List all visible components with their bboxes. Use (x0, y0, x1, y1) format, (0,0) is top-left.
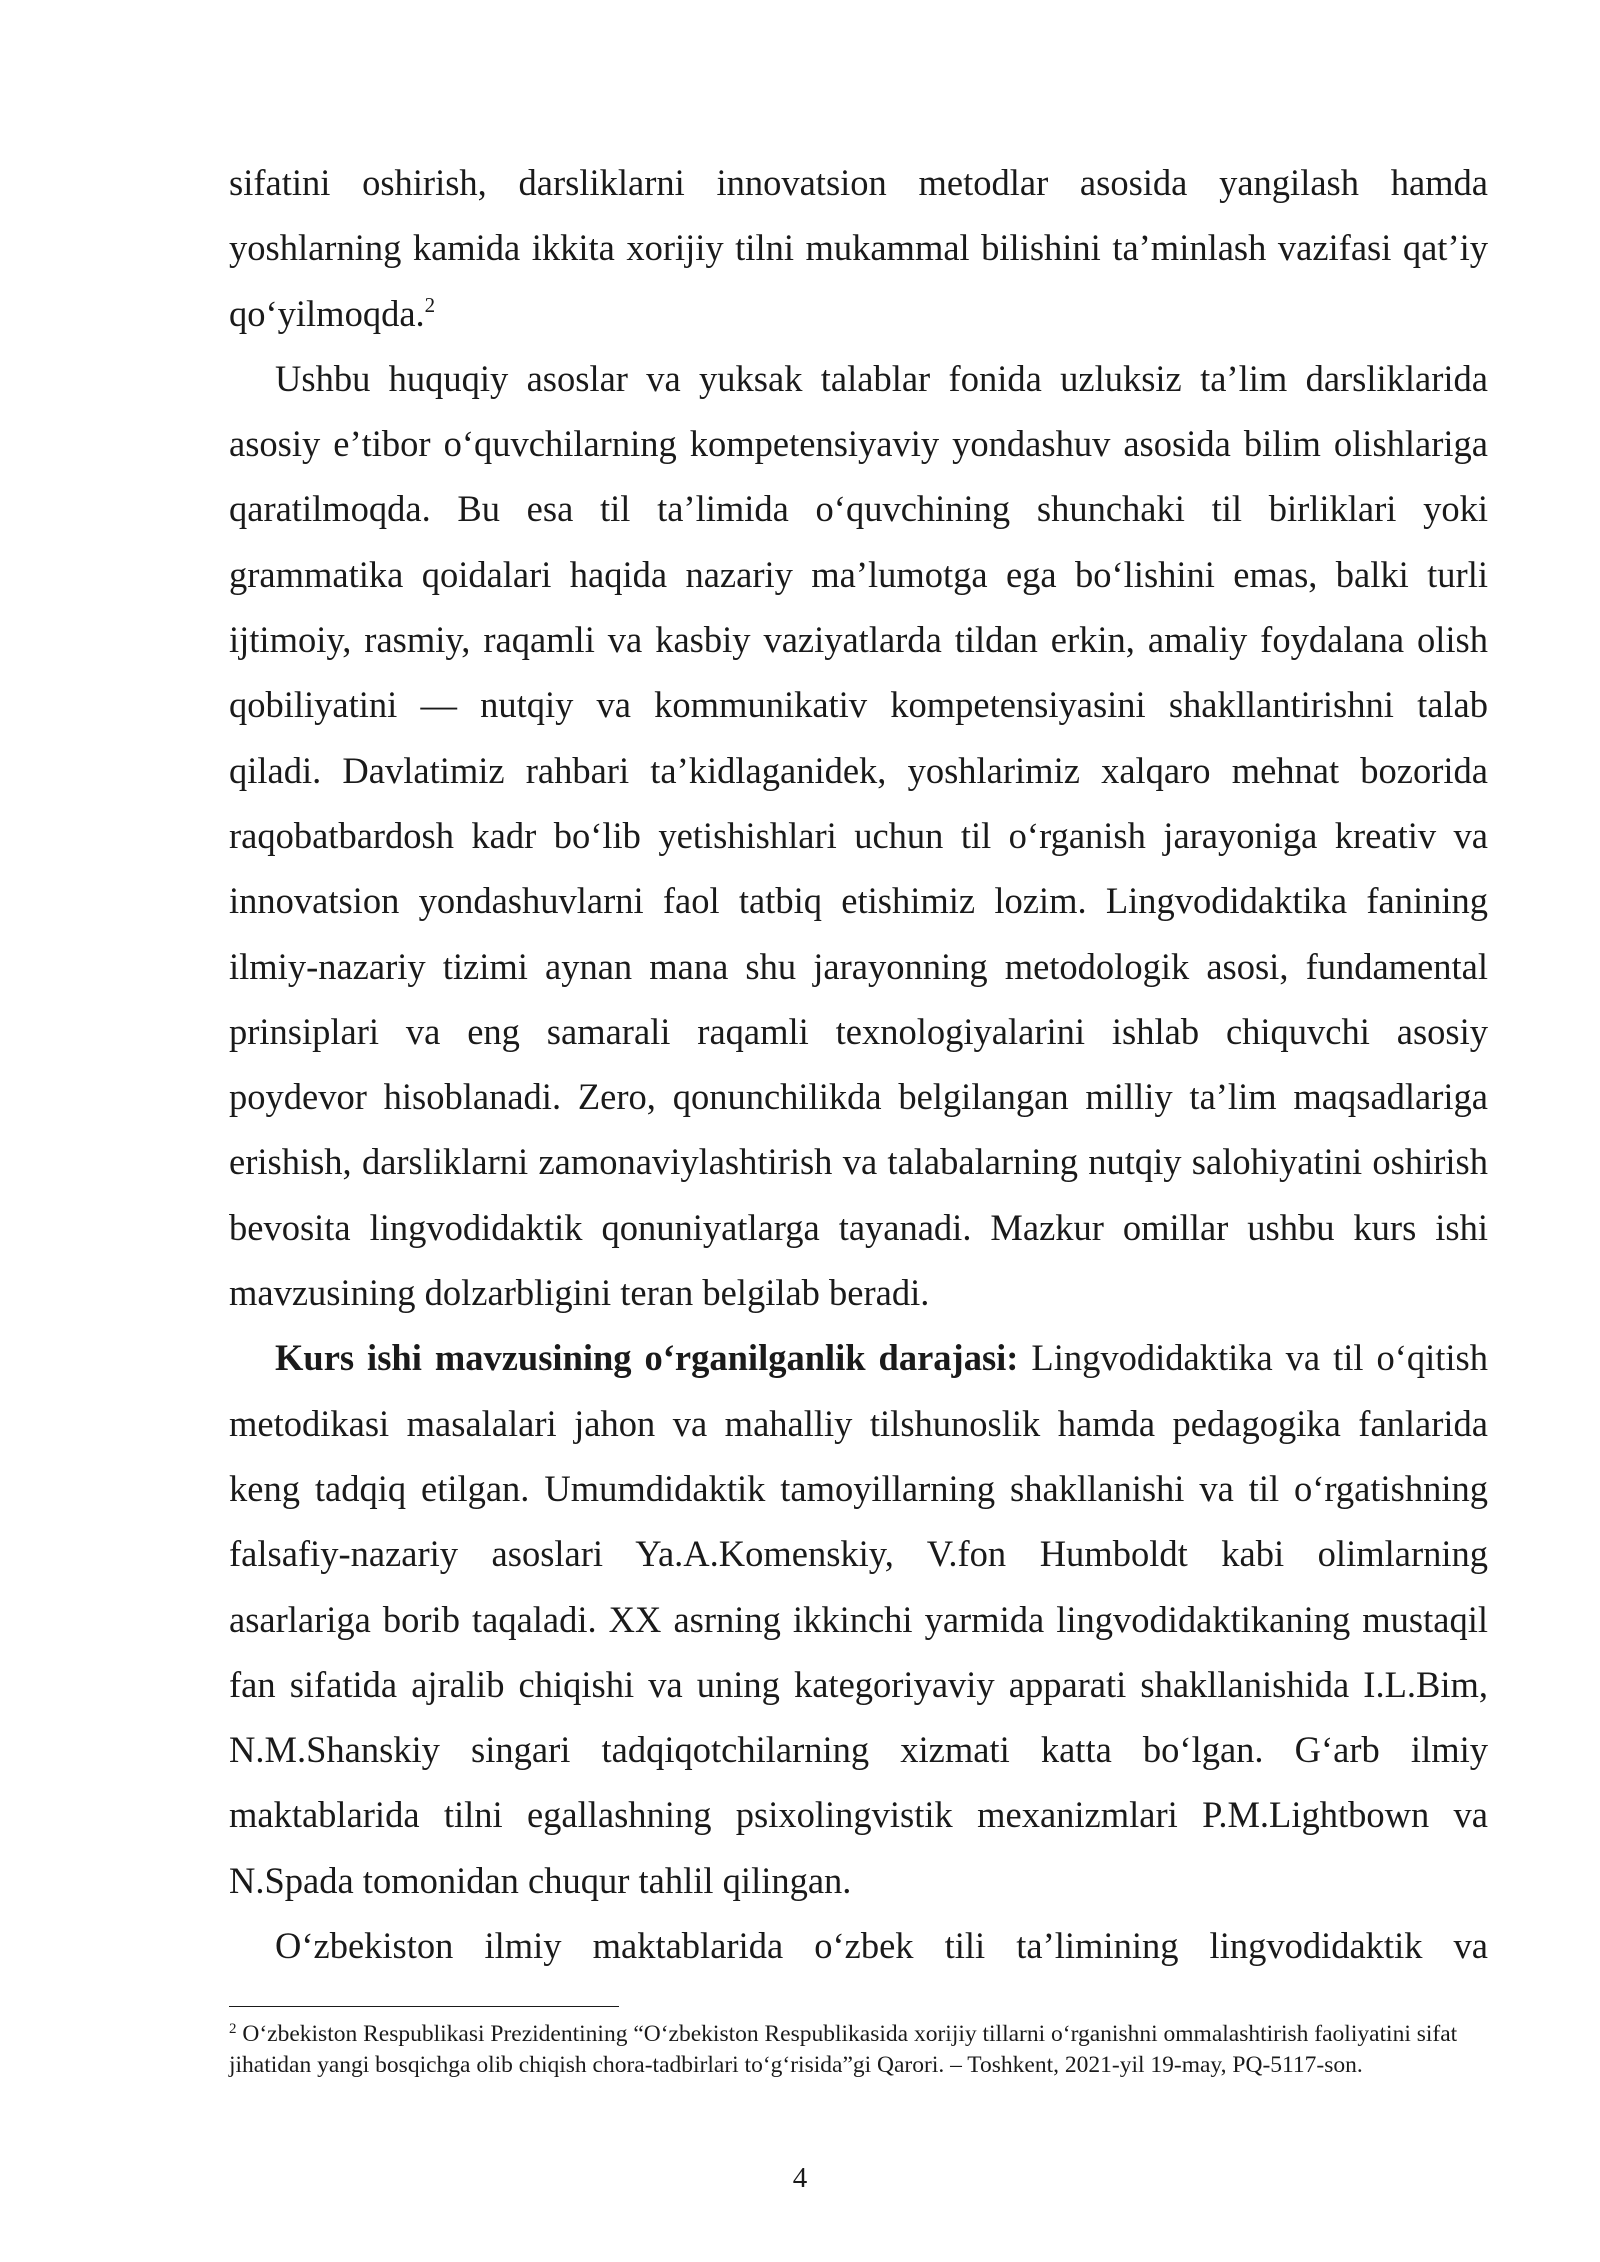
paragraph-continuation (229, 150, 1488, 346)
footnote-reference[interactable]: 2 (424, 292, 436, 317)
paragraph-uzbek-schools (229, 1913, 1488, 1978)
footnote-separator (229, 2006, 619, 2007)
paragraph-text: sifatini oshirish, darsliklarni innovatsion metodlar asosida yangilash hamda yoshlarning kamida ikkita xorijiy tilni mukammal bilishini taʼminlash vazifasi qatʼiy qoʻyilmoqda. (229, 162, 1488, 334)
paragraph-text: Lingvodidaktika va til oʻqitish metodikasi masalalari jahon va mahalliy tilshunoslik hamda pedagogika fanlarida keng tadqiq etilgan. Umumdidaktik tamoyillarning shakllanishi va til oʻrgatishning falsafiy-nazariy asoslari Ya.A.Komenskiy, V.fon Humboldt kabi olimlarning asarlariga borib taqaladi. XX asrning ikkinchi yarmida lingvodidaktikaning mustaqil fan sifatida ajralib chiqishi va uning kategoriyaviy apparati shakllanishida I.L.Bim, N.M.Shanskiy singari tadqiqotchilarning xizmati katta boʻlgan. Gʻarb ilmiy maktablarida tilni egallashning psixolingvistik mexanizmlari P.M.Lightbown va N.Spada tomonidan chuqur tahlil qilingan. (229, 1337, 1489, 1901)
paragraph-relevance (229, 346, 1488, 1325)
page-number: 4 (792, 2162, 808, 2194)
paragraph-text: Oʻzbekiston ilmiy maktablarida oʻzbek tili taʼlimining lingvodidaktik va (275, 1925, 1488, 1967)
footnote-text: Oʻzbekiston Respublikasi Prezidentining “Oʻzbekiston Respublikasida xorijiy tillarni oʻrganishni ommalashtirish faoliyatini sifat jihatidan yangi bosqichga olib chiqish chora-tadbirlari toʻgʻrisida”gi Qarori. – Toshkent, 2021-yil 19-may, PQ-5117-son. (229, 2021, 1458, 2078)
paragraph-text: Ushbu huquqiy asoslar va yuksak talablar fonida uzluksiz taʼlim darsliklarida asosiy eʼtibor oʻquvchilarning kompetensiyaviy yondashuv asosida bilim olishlariga qaratilmoqda. Bu esa til taʼlimida oʻquvchining shunchaki til birliklari yoki grammatika qoidalari haqida nazariy maʼlumotga ega boʻlishini emas, balki turli ijtimoiy, rasmiy, raqamli va kasbiy vaziyatlarda tildan erkin, amaliy foydalana olish qobiliyatini — nutqiy va kommunikativ kompetensiyasini shakllantirishni talab qiladi. Davlatimiz rahbari taʼkidlaganidek, yoshlarimiz xalqaro mehnat bozorida raqobatbardosh kadr boʻlib yetishishlari uchun til oʻrganish jarayoniga kreativ va innovatsion yondashuvlarni faol tatbiq etishimiz lozim. Lingvodidaktika fanining ilmiy-nazariy tizimi aynan mana shu jarayonning metodologik asosi, fundamental prinsiplari va eng samarali raqamli texnologiyalarini ishlab chiquvchi asosiy poydevor hisoblanadi. Zero, qonunchilikda belgilangan milliy taʼlim maqsadlariga erishish, darsliklarni zamonaviylashtirish va talabalarning nutqiy salohiyatini oshirish bevosita lingvodidaktik qonuniyatlarga tayanadi. Mazkur omillar ushbu kurs ishi mavzusining dolzarbligini teran belgilab beradi. (229, 357, 1488, 1314)
footnote (229, 2019, 1488, 2080)
page-body (229, 150, 1488, 1978)
paragraph-research-level (229, 1325, 1488, 1913)
footnote-number: 2 (229, 2021, 237, 2037)
section-lead-heading: Kurs ishi mavzusining oʻrganilganlik darajasi: (275, 1337, 1019, 1379)
